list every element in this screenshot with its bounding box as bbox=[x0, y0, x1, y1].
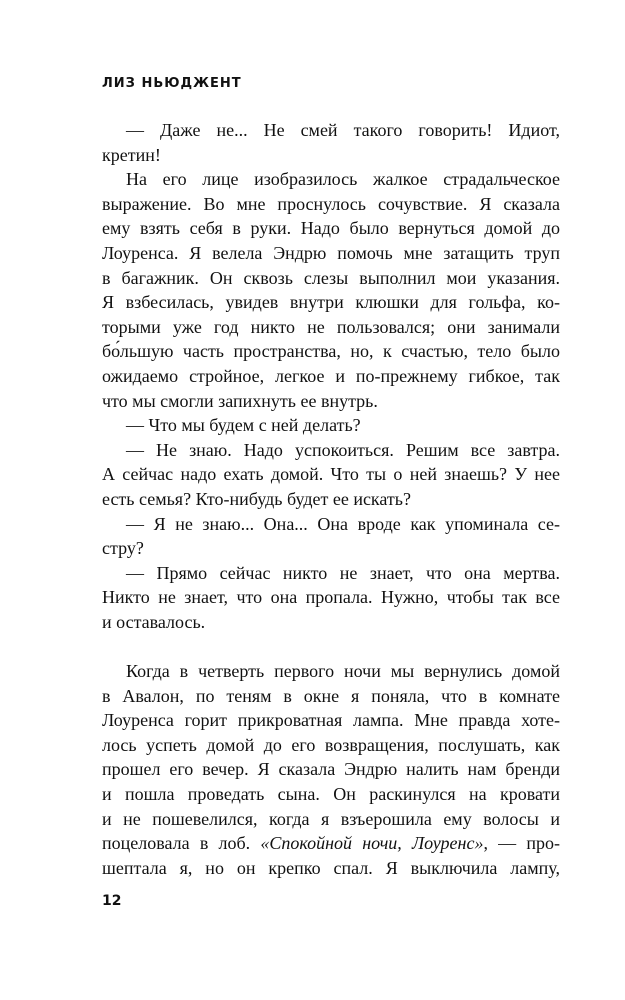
text-line: А сейчас надо ехать домой. Что ты о ней знаешь? У нее bbox=[102, 464, 560, 485]
page-number: 12 bbox=[102, 893, 122, 909]
text-line: ожидаемо стройное, легкое и по-прежнему гибкое, так bbox=[102, 365, 560, 386]
page-body-text bbox=[102, 118, 560, 880]
text-segment: поцеловала в лоб. bbox=[102, 833, 261, 854]
text-line: шептала я, но он крепко спал. Я выключила лампу, bbox=[102, 857, 560, 878]
text-line: в багажник. Он сквозь слезы выполнил мои указания. bbox=[102, 267, 560, 288]
text-line: Лоуренса горит прикроватная лампа. Мне правда хоте- bbox=[102, 710, 560, 731]
text-line: прошел его вечер. Я сказала Эндрю налить нам бренди bbox=[102, 759, 560, 780]
text-line: — Что мы будем с ней делать? bbox=[126, 415, 361, 436]
text-line: Никто не знает, что она пропала. Нужно, чтобы так все bbox=[102, 587, 560, 608]
text-line: в Авалон, по теням в окне я поняла, что в комнате bbox=[102, 685, 560, 706]
text-line: Когда в четверть первого ночи мы вернулись домой bbox=[126, 661, 560, 682]
text-line: — Не знаю. Надо успокоиться. Решим все завтра. bbox=[126, 439, 560, 460]
text-line: выражение. Во мне проснулось сочувствие. Я сказала bbox=[102, 193, 560, 214]
text-line: ему взять себя в руки. Надо было вернуться домой до bbox=[102, 218, 560, 239]
text-line: — Даже не... Не смей такого говорить! Идиот, bbox=[126, 120, 560, 140]
text-line: и не пошевелился, когда я взъерошила ему волосы и bbox=[102, 808, 560, 829]
text-segment: , — про- bbox=[483, 833, 560, 854]
text-line: что мы смогли запихнуть ее внутрь. bbox=[102, 390, 378, 411]
text-line: кретин! bbox=[102, 144, 161, 165]
italic-quote: «Спокойной ночи, Лоуренс» bbox=[260, 833, 484, 854]
text-line: — Прямо сейчас никто не знает, что она мертва. bbox=[126, 562, 560, 583]
text-line: Я взбесилась, увидев внутри клюшки для гольфа, ко- bbox=[102, 292, 560, 313]
running-head-author: ЛИЗ НЬЮДЖЕНТ bbox=[102, 76, 242, 91]
text-line: торыми уже год никто не пользовался; они занимали bbox=[102, 316, 560, 337]
text-line: и пошла проведать сына. Он раскинулся на кровати bbox=[102, 784, 560, 805]
text-line: — Я не знаю... Она... Она вроде как упоминала се- bbox=[126, 513, 560, 534]
section-break bbox=[102, 634, 560, 659]
text-line: лось успеть домой до его возвращения, послушать, как bbox=[102, 734, 560, 755]
text-line: На его лице изобразилось жалкое страдальческое bbox=[126, 169, 560, 190]
text-line: стру? bbox=[102, 538, 144, 559]
text-line: Лоуренса. Я велела Эндрю помочь мне затащить труп bbox=[102, 242, 560, 263]
text-line bbox=[102, 831, 560, 856]
text-line: бо́льшую часть пространства, но, к счастью, тело было bbox=[102, 341, 560, 362]
text-line: есть семья? Кто-нибудь будет ее искать? bbox=[102, 488, 411, 509]
text-line: и оставалось. bbox=[102, 611, 206, 632]
